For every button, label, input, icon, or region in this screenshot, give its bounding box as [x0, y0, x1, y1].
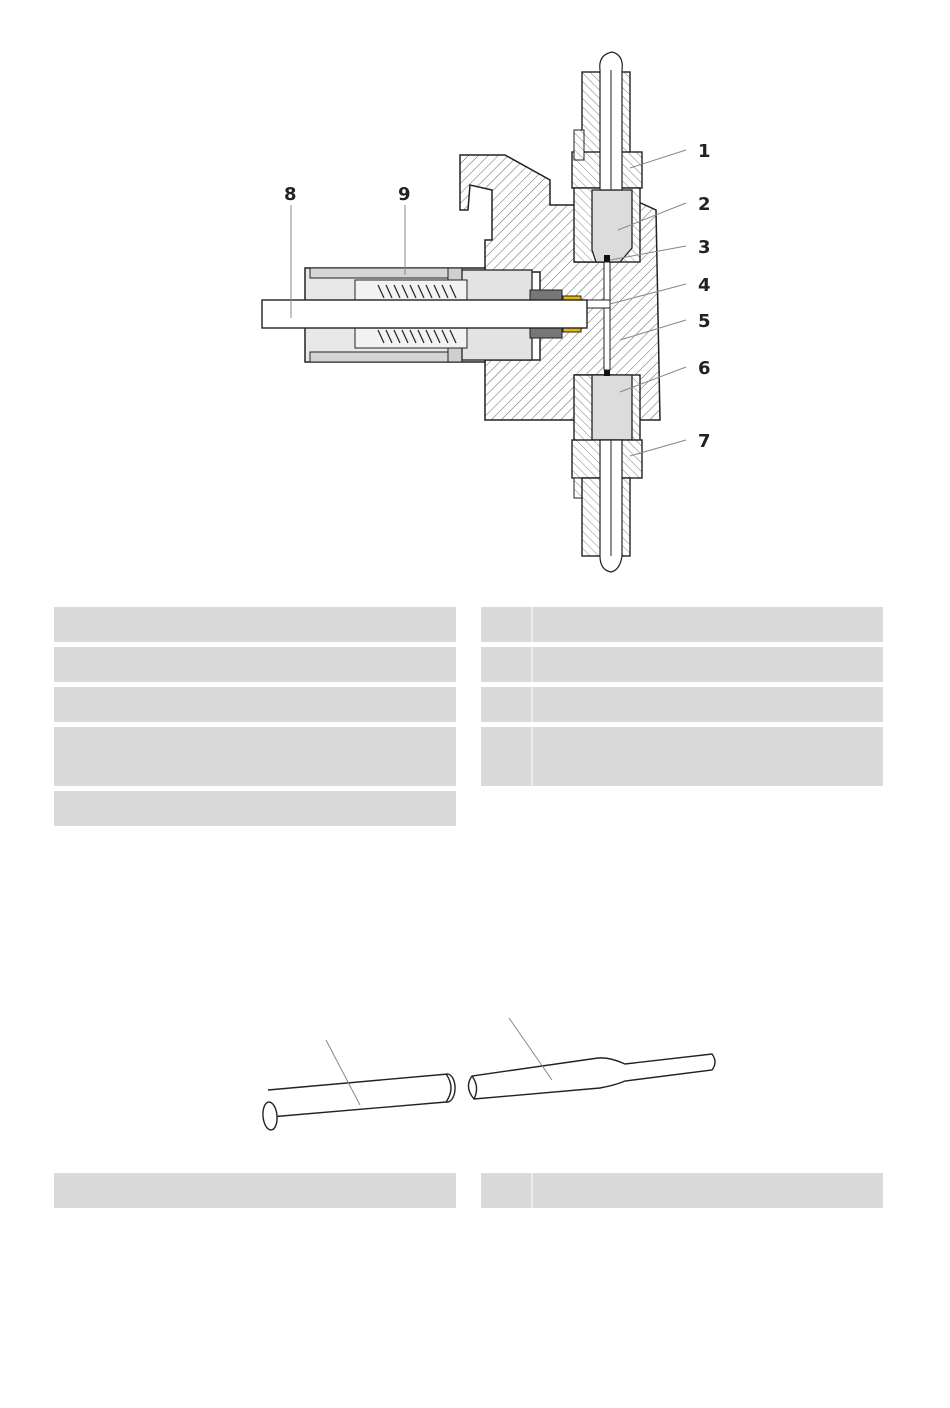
callout-9: 9	[398, 184, 411, 205]
legend-number-cell	[481, 727, 533, 786]
legend-row	[54, 1173, 456, 1208]
legend-row	[54, 687, 456, 722]
tube-legend-right	[481, 1173, 883, 1213]
legend-row	[54, 791, 456, 826]
legend-row	[54, 647, 456, 682]
legend-number-cell	[481, 687, 533, 722]
legend-number-cell	[481, 607, 533, 642]
legend-row	[54, 727, 456, 786]
callout-5: 5	[698, 311, 711, 332]
legend-table-right	[481, 607, 883, 791]
legend-row	[54, 607, 456, 642]
tapered-tube	[468, 1054, 715, 1099]
callout-8: 8	[284, 184, 297, 205]
callout-6: 6	[698, 358, 711, 379]
legend-row	[481, 727, 883, 786]
tube-legend-left	[54, 1173, 456, 1213]
tubes-diagram	[0, 1010, 950, 1150]
callout-4: 4	[698, 275, 711, 296]
legend-row	[481, 607, 883, 642]
callout-1: 1	[698, 141, 711, 162]
probe-rod	[262, 300, 587, 328]
upper-fitting	[572, 52, 642, 263]
legend-row	[481, 647, 883, 682]
legend-row	[481, 687, 883, 722]
legend-number-cell	[481, 647, 533, 682]
callout-3: 3	[698, 237, 711, 258]
valve-cross-section-diagram	[0, 0, 950, 590]
legend-table-left	[54, 607, 456, 831]
lower-fitting	[572, 368, 642, 572]
legend-row	[481, 1173, 883, 1208]
legend-number-cell	[481, 1173, 533, 1208]
callout-7: 7	[698, 431, 711, 452]
callout-2: 2	[698, 194, 711, 215]
